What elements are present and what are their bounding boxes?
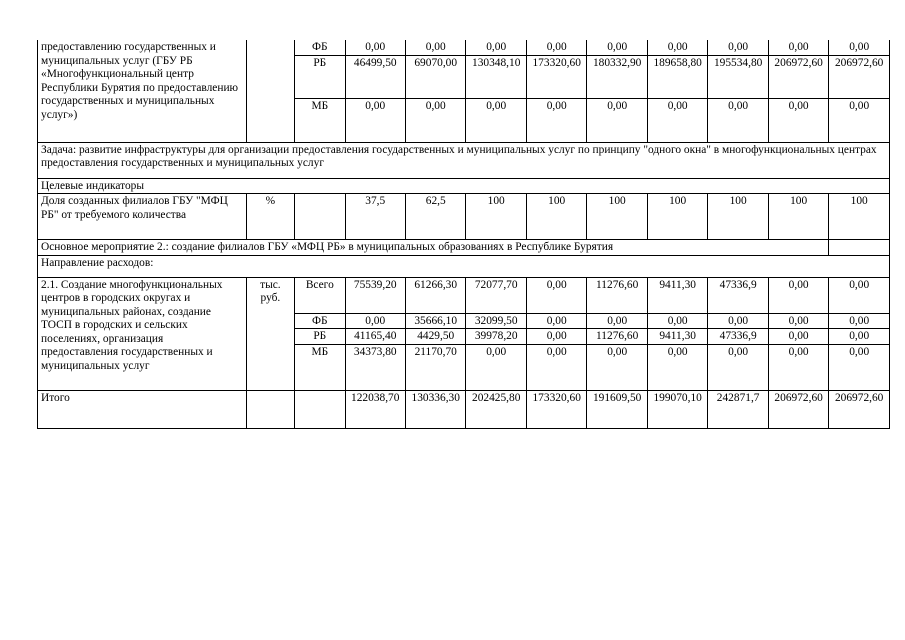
top-block-name: предоставлению государственных и муниципальных услуг (ГБУ РБ «Многофункциональный центр Республики Бурятия по предоставлению государственных и муниципальных услуг»): [38, 40, 247, 142]
value-cell: 206972,60: [829, 390, 890, 428]
value-cell: 100: [829, 194, 890, 240]
value-cell: 0,00: [345, 40, 405, 55]
source-cell: Всего: [295, 277, 345, 313]
value-cell: 4429,50: [405, 329, 465, 345]
task-text: Задача: развитие инфраструктуры для организации предоставления государственных и муниципальных услуг по принципу "одного окна" в многофункциональных центрах предоставления государственных и муниципальных услуг: [38, 142, 890, 178]
value-cell: 0,00: [647, 344, 707, 390]
indicator-unit: %: [246, 194, 294, 240]
source-cell: МБ: [295, 98, 345, 142]
value-cell: 173320,60: [526, 390, 586, 428]
expense-direction: Направление расходов:: [38, 255, 890, 277]
value-cell: 100: [647, 194, 707, 240]
value-cell: 0,00: [526, 277, 586, 313]
value-cell: 0,00: [708, 344, 768, 390]
value-cell: 0,00: [647, 40, 707, 55]
value-cell: 100: [587, 194, 647, 240]
value-cell: 11276,60: [587, 277, 647, 313]
value-cell: 0,00: [647, 313, 707, 329]
value-cell: 0,00: [587, 344, 647, 390]
value-cell: 0,00: [768, 40, 828, 55]
value-cell: 0,00: [768, 313, 828, 329]
value-cell: 195534,80: [708, 55, 768, 98]
value-cell: 9411,30: [647, 329, 707, 345]
value-cell: 35666,10: [405, 313, 465, 329]
value-cell: 0,00: [466, 344, 526, 390]
value-cell: 242871,7: [708, 390, 768, 428]
value-cell: 173320,60: [526, 55, 586, 98]
value-cell: 41165,40: [345, 329, 405, 345]
value-cell: 0,00: [647, 98, 707, 142]
source-cell: ФБ: [295, 313, 345, 329]
value-cell: 11276,60: [587, 329, 647, 345]
top-block-unit: [246, 40, 294, 142]
value-cell: 206972,60: [768, 390, 828, 428]
value-cell: 0,00: [708, 98, 768, 142]
value-cell: 189658,80: [647, 55, 707, 98]
value-cell: 206972,60: [768, 55, 828, 98]
value-cell: 61266,30: [405, 277, 465, 313]
program-table: [37, 40, 890, 429]
value-cell: 0,00: [526, 329, 586, 345]
value-cell: 100: [526, 194, 586, 240]
value-cell: 130348,10: [466, 55, 526, 98]
value-cell: 39978,20: [466, 329, 526, 345]
value-cell: 0,00: [768, 277, 828, 313]
indicator-source: [295, 194, 345, 240]
value-cell: 0,00: [768, 329, 828, 345]
value-cell: 0,00: [466, 98, 526, 142]
value-cell: 62,5: [405, 194, 465, 240]
total-label: Итого: [38, 390, 247, 428]
value-cell: 122038,70: [345, 390, 405, 428]
value-cell: 47336,9: [708, 277, 768, 313]
value-cell: 75539,20: [345, 277, 405, 313]
value-cell: 0,00: [768, 344, 828, 390]
main-event-empty: [829, 240, 890, 256]
value-cell: 72077,70: [466, 277, 526, 313]
source-cell: ФБ: [295, 40, 345, 55]
value-cell: 34373,80: [345, 344, 405, 390]
value-cell: 100: [768, 194, 828, 240]
value-cell: 100: [708, 194, 768, 240]
value-cell: 0,00: [345, 313, 405, 329]
source-cell: МБ: [295, 344, 345, 390]
value-cell: 202425,80: [466, 390, 526, 428]
value-cell: 0,00: [405, 98, 465, 142]
value-cell: 0,00: [829, 40, 890, 55]
value-cell: 69070,00: [405, 55, 465, 98]
value-cell: 46499,50: [345, 55, 405, 98]
source-cell: РБ: [295, 55, 345, 98]
main-event-text: Основное мероприятие 2.: создание филиалов ГБУ «МФЦ РБ» в муниципальных образованиях в Республике Бурятия: [38, 240, 829, 256]
value-cell: 199070,10: [647, 390, 707, 428]
value-cell: 0,00: [587, 40, 647, 55]
value-cell: 100: [466, 194, 526, 240]
value-cell: 0,00: [829, 277, 890, 313]
value-cell: 0,00: [829, 313, 890, 329]
total-unit: [246, 390, 294, 428]
value-cell: 0,00: [708, 40, 768, 55]
value-cell: 0,00: [829, 344, 890, 390]
total-source: [295, 390, 345, 428]
value-cell: 0,00: [829, 98, 890, 142]
value-cell: 0,00: [526, 40, 586, 55]
value-cell: 0,00: [405, 40, 465, 55]
value-cell: 0,00: [526, 344, 586, 390]
value-cell: 0,00: [345, 98, 405, 142]
value-cell: 0,00: [587, 313, 647, 329]
value-cell: 0,00: [526, 98, 586, 142]
indicator-name: Доля созданных филиалов ГБУ "МФЦ РБ" от требуемого количества: [38, 194, 247, 240]
value-cell: 206972,60: [829, 55, 890, 98]
value-cell: 0,00: [587, 98, 647, 142]
source-cell: РБ: [295, 329, 345, 345]
value-cell: 0,00: [768, 98, 828, 142]
value-cell: 191609,50: [587, 390, 647, 428]
value-cell: 9411,30: [647, 277, 707, 313]
item-21-unit: тыс. руб.: [246, 277, 294, 390]
indicators-heading: Целевые индикаторы: [38, 178, 890, 194]
value-cell: 0,00: [526, 313, 586, 329]
value-cell: 32099,50: [466, 313, 526, 329]
value-cell: 37,5: [345, 194, 405, 240]
value-cell: 0,00: [466, 40, 526, 55]
value-cell: 180332,90: [587, 55, 647, 98]
value-cell: 130336,30: [405, 390, 465, 428]
value-cell: 0,00: [708, 313, 768, 329]
value-cell: 47336,9: [708, 329, 768, 345]
item-21-name: 2.1. Создание многофункциональных центров в городских округах и муниципальных районах, создание ТОСП в городских и сельских поселениях, организация предоставления государственных и муниципальных услуг: [38, 277, 247, 390]
value-cell: 21170,70: [405, 344, 465, 390]
value-cell: 0,00: [829, 329, 890, 345]
